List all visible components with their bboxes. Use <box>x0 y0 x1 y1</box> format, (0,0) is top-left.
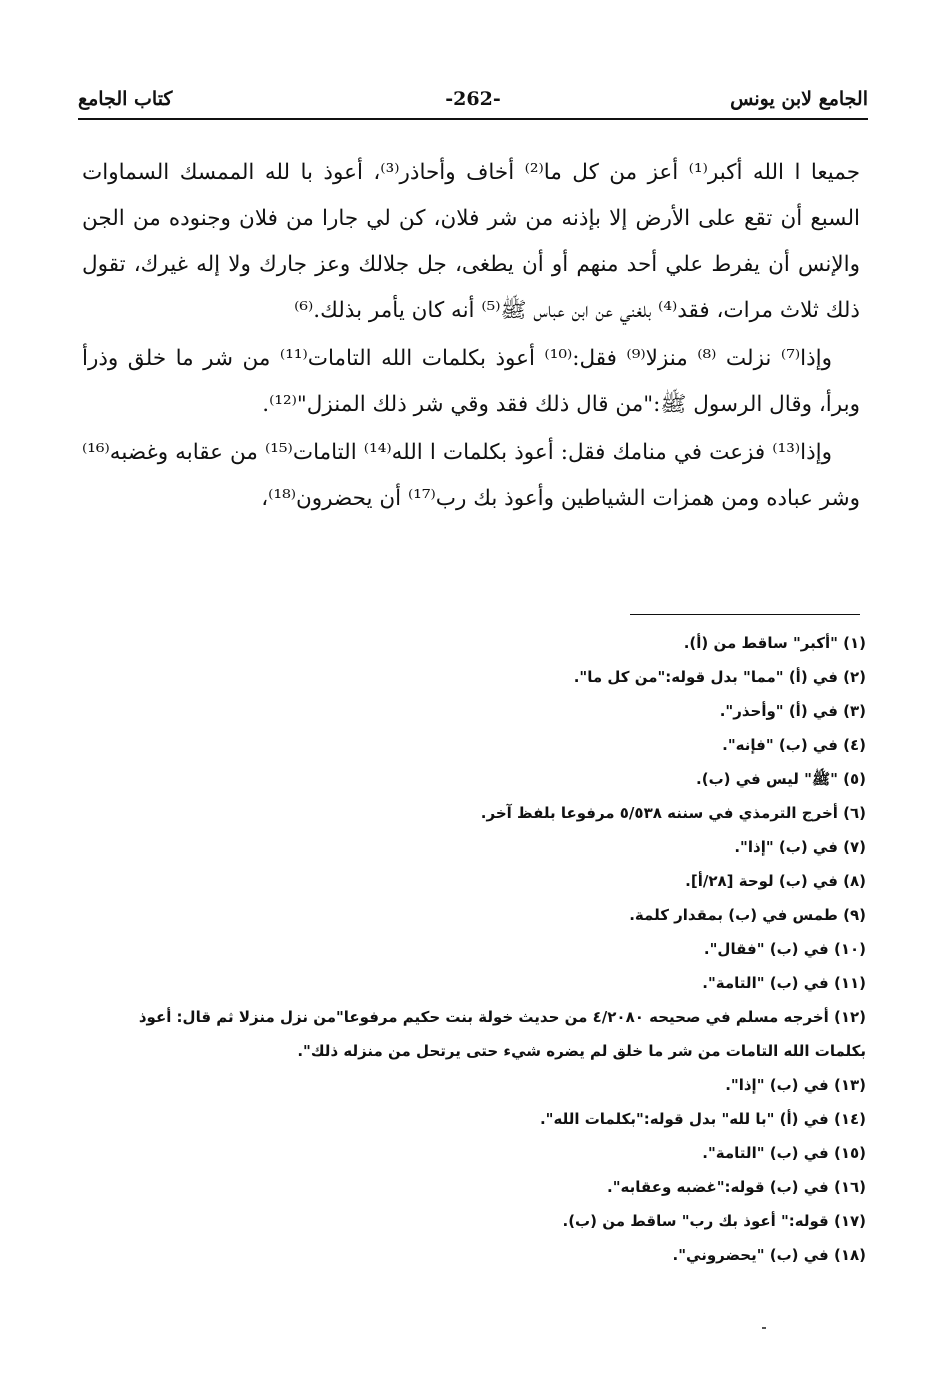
paragraph: وإذا⁽¹³⁾ فزعت في منامك فقل: أعوذ بكلمات ا الله⁽¹⁴⁾ التامات⁽¹⁵⁾ من عقابه وغضبه⁽¹⁶⁾ وشر عباده ومن همزات الشياطين وأعوذ بك رب⁽¹⁷⁾ أن يحضرون⁽¹⁸⁾، <box>82 440 860 511</box>
paragraph: وإذا⁽⁷⁾ نزلت ⁽⁸⁾ منزلا⁽⁹⁾ فقل:⁽¹⁰⁾ أعوذ بكلمات الله التامات⁽¹¹⁾ من شر ما خلق وذرأ وبرأ، وقال الرسول ﷺ:"من قال ذلك فقد وقي شر ذلك المنزل"⁽¹²⁾. <box>82 346 860 417</box>
footnote: (٧) في (ب) "إذا". <box>734 838 866 856</box>
footnote: (١٠) في (ب) "فقال". <box>703 940 866 958</box>
footnotes <box>82 626 866 1272</box>
footnote-continuation-text: بكلمات الله التامات من شر ما خلق لم يضره شيء حتى يرتحل من منزله ذلك". <box>297 1042 866 1060</box>
main-text <box>82 150 860 522</box>
footnote: (١) "أكبر" ساقط من (أ). <box>683 634 866 652</box>
footnote: (٥) "ﷺ" ليس في (ب). <box>696 770 866 788</box>
header-chapter-title: كتاب الجامع <box>78 88 173 110</box>
header-book-title: الجامع لابن يونس <box>730 88 868 110</box>
footnote: (٦) أخرج الترمذي في سننه ٥/٥٣٨ مرفوعا بلفظ آخر. <box>480 804 866 822</box>
footnote: (٣) في (أ) "وأحذر". <box>719 702 866 720</box>
footnote: (٨) في (ب) لوحة [٢٨/أ]. <box>685 872 866 890</box>
footnote: (٤) في (ب) "فإنه". <box>722 736 866 754</box>
footnote: (١١) في (ب) "التامة". <box>702 974 866 992</box>
footnote: (١٨) في (ب) "يحضروني". <box>672 1246 866 1264</box>
footnote-divider <box>630 614 860 615</box>
page-number: -262- <box>445 88 501 110</box>
footnote: (١٦) في (ب) قوله:"غضبه وعقابه". <box>607 1178 866 1196</box>
footnote: (١٣) في (ب) "إذا". <box>725 1076 866 1094</box>
footnote: (٩) طمس في (ب) بمقدار كلمة. <box>629 906 866 924</box>
footnote: (١٥) في (ب) "التامة". <box>702 1144 866 1162</box>
footnote: (١٤) في (أ) "با لله" بدل قوله:"بكلمات الله". <box>539 1110 866 1128</box>
footnote: (١٢) أخرجه مسلم في صحيحه ٤/٢٠٨٠ من حديث خولة بنت حكيم مرفوعا"من نزل منزلا ثم قال: أعوذ <box>138 1008 866 1026</box>
footnote-continuation <box>82 1034 866 1068</box>
header-divider <box>78 118 868 120</box>
paragraph: جميعا ا الله أكبر⁽¹⁾ أعز من كل ما⁽²⁾ أخاف وأحاذر⁽³⁾، أعوذ با لله الممسك السماوات السبع أن تقع على الأرض إلا بإذنه من شر فلان، كن لي جارا من فلان وجنوده من الجن والإنس أن يفرط علي أحد منهم أو أن يطغى، جل جلالك وعز جارك ولا إله غيرك، تقول ذلك ثلاث مرات، فقد⁽⁴⁾ بلغني عن ابن عباس ﷺ⁽⁵⁾ أنه كان يأمر بذلك.⁽⁶⁾ <box>82 160 860 323</box>
scan-speck <box>762 1327 766 1329</box>
footnote: (٢) في (أ) "مما" بدل قوله:"من كل ما". <box>573 668 866 686</box>
footnote: (١٧) قوله:" أعوذ بك رب" ساقط من (ب). <box>562 1212 866 1230</box>
running-header <box>78 88 868 114</box>
